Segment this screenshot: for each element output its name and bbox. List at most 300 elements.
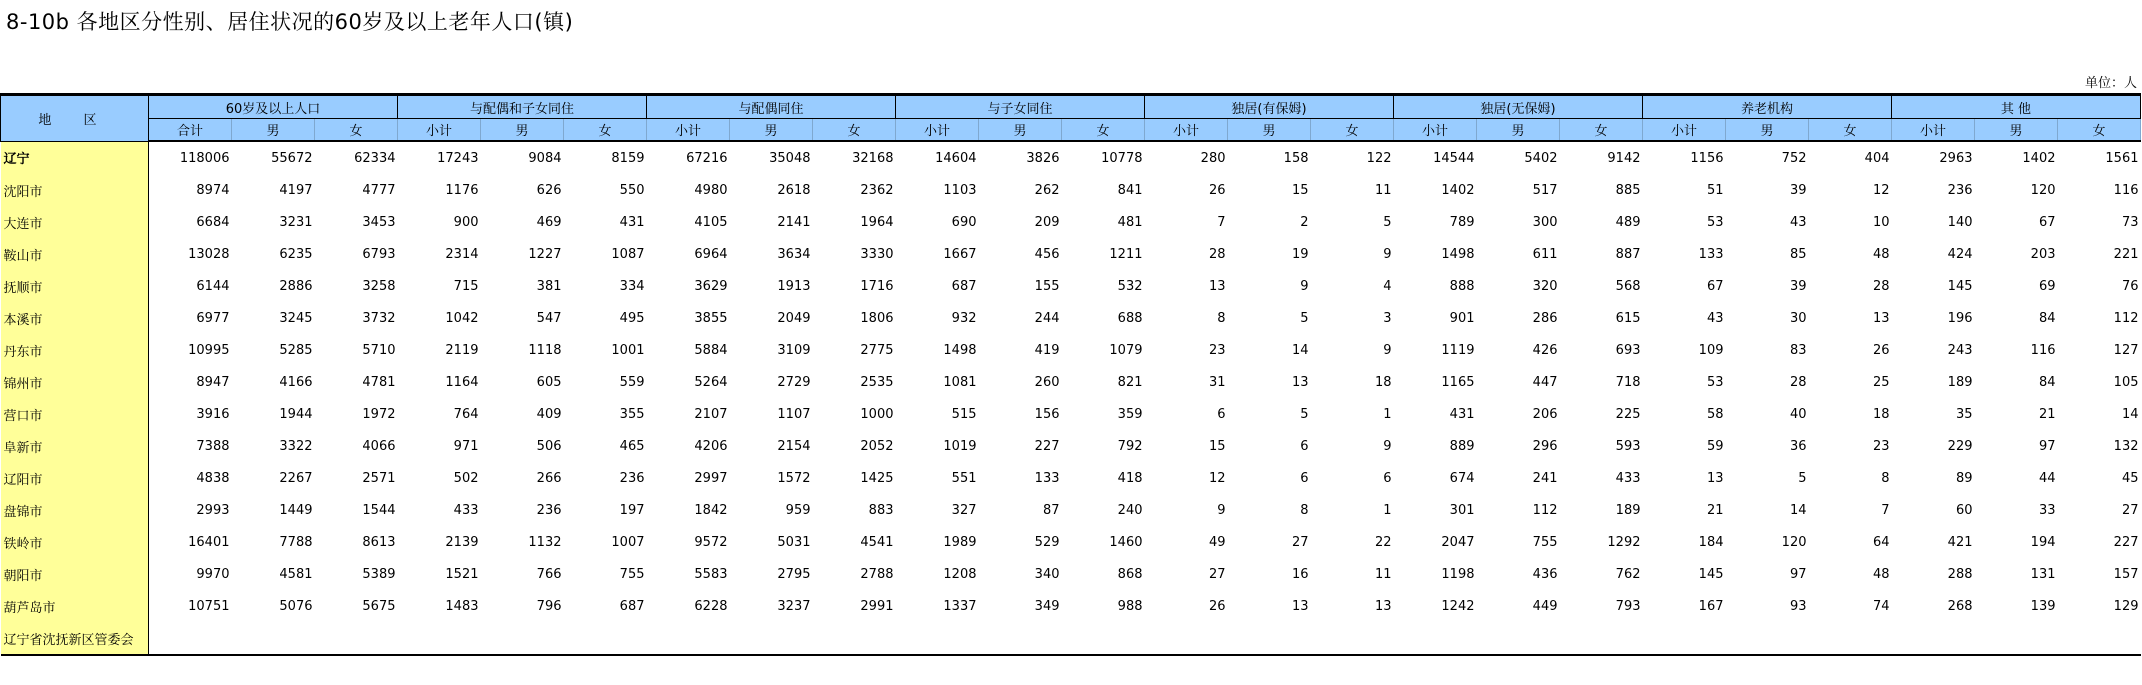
- value-cell: 196: [1947, 310, 1973, 326]
- value-cell: 1972: [362, 406, 396, 422]
- value-cell: 236: [619, 470, 645, 486]
- value-cell: 40: [1789, 406, 1807, 422]
- value-cell: [979, 622, 1062, 655]
- value-cell: 53: [1706, 214, 1724, 230]
- header-sub: 小计: [647, 119, 730, 142]
- value-cell: 26: [1208, 598, 1226, 614]
- value-cell: 1561: [2105, 150, 2139, 166]
- value-cell: 4166: [279, 374, 313, 390]
- value-cell: 481: [1117, 214, 1143, 230]
- value-cell: 5: [1798, 470, 1807, 486]
- value-cell: 1242: [1441, 598, 1475, 614]
- value-cell: 1944: [279, 406, 313, 422]
- value-cell: 2997: [694, 470, 728, 486]
- value-cell: 12: [1208, 470, 1226, 486]
- value-cell: 901: [1449, 310, 1475, 326]
- value-cell: 6977: [196, 310, 230, 326]
- value-cell: 97: [2038, 438, 2056, 454]
- value-cell: 1716: [860, 278, 894, 294]
- region-cell: 本溪市: [1, 302, 149, 334]
- value-cell: 2886: [279, 278, 313, 294]
- table-row: [1, 206, 2141, 238]
- value-cell: 340: [1034, 566, 1060, 582]
- table-row: [1, 270, 2141, 302]
- value-cell: 687: [951, 278, 977, 294]
- header-sub: 女: [564, 119, 647, 142]
- value-cell: 381: [536, 278, 562, 294]
- value-cell: 5: [1300, 406, 1309, 422]
- value-cell: 23: [1208, 342, 1226, 358]
- value-cell: 1042: [445, 310, 479, 326]
- value-cell: 447: [1532, 374, 1558, 390]
- header-region: 地 区: [1, 95, 149, 142]
- header-sub: 女: [1809, 119, 1892, 142]
- value-cell: 1176: [445, 182, 479, 198]
- region-cell: 盘锦市: [1, 494, 149, 526]
- header-sub: 小计: [896, 119, 979, 142]
- value-cell: 1: [1383, 502, 1392, 518]
- value-cell: 409: [536, 406, 562, 422]
- value-cell: [1228, 622, 1311, 655]
- value-cell: 1842: [694, 502, 728, 518]
- value-cell: 268: [1947, 598, 1973, 614]
- value-cell: 327: [951, 502, 977, 518]
- value-cell: 67216: [686, 150, 728, 166]
- value-cell: 3634: [777, 246, 811, 262]
- value-cell: 30: [1789, 310, 1807, 326]
- value-cell: 227: [1034, 438, 1060, 454]
- value-cell: 2154: [777, 438, 811, 454]
- table-row: [1, 526, 2141, 558]
- value-cell: 6964: [694, 246, 728, 262]
- value-cell: 755: [619, 566, 645, 582]
- value-cell: 2139: [445, 534, 479, 550]
- value-cell: 194: [2030, 534, 2056, 550]
- value-cell: 3732: [362, 310, 396, 326]
- value-cell: 9084: [528, 150, 562, 166]
- value-cell: 1198: [1441, 566, 1475, 582]
- value-cell: 145: [1947, 278, 1973, 294]
- region-cell: 抚顺市: [1, 270, 149, 302]
- value-cell: 48: [1872, 566, 1890, 582]
- value-cell: 10778: [1101, 150, 1143, 166]
- value-cell: 1498: [943, 342, 977, 358]
- value-cell: 5710: [362, 342, 396, 358]
- value-cell: 43: [1789, 214, 1807, 230]
- value-cell: 7: [1217, 214, 1226, 230]
- value-cell: 14: [2121, 406, 2139, 422]
- value-cell: [1311, 622, 1394, 655]
- value-cell: 5583: [694, 566, 728, 582]
- value-cell: 10995: [188, 342, 230, 358]
- header-sub: 男: [232, 119, 315, 142]
- value-cell: 2571: [362, 470, 396, 486]
- value-cell: [1145, 622, 1228, 655]
- value-cell: 715: [453, 278, 479, 294]
- value-cell: 1460: [1109, 534, 1143, 550]
- value-cell: [647, 622, 730, 655]
- value-cell: 69: [2038, 278, 2056, 294]
- value-cell: 4541: [860, 534, 894, 550]
- value-cell: 209: [1034, 214, 1060, 230]
- value-cell: 465: [619, 438, 645, 454]
- value-cell: 4066: [362, 438, 396, 454]
- region-cell: 丹东市: [1, 334, 149, 366]
- value-cell: 260: [1034, 374, 1060, 390]
- header-sub: 小计: [1643, 119, 1726, 142]
- value-cell: 58: [1706, 406, 1724, 422]
- value-cell: 1119: [1441, 342, 1475, 358]
- value-cell: 301: [1449, 502, 1475, 518]
- value-cell: 244: [1034, 310, 1060, 326]
- value-cell: 22: [1374, 534, 1392, 550]
- value-cell: [1975, 622, 2058, 655]
- value-cell: 28: [1872, 278, 1890, 294]
- table-row: [1, 238, 2141, 270]
- value-cell: 433: [1615, 470, 1641, 486]
- value-cell: 6144: [196, 278, 230, 294]
- value-cell: 9: [1383, 438, 1392, 454]
- table-row: [1, 622, 2141, 655]
- value-cell: 67: [2038, 214, 2056, 230]
- value-cell: 2267: [279, 470, 313, 486]
- value-cell: 73: [2121, 214, 2139, 230]
- value-cell: 1007: [611, 534, 645, 550]
- value-cell: 6: [1383, 470, 1392, 486]
- value-cell: 1544: [362, 502, 396, 518]
- table-row: [1, 334, 2141, 366]
- value-cell: 4781: [362, 374, 396, 390]
- value-cell: 4980: [694, 182, 728, 198]
- value-cell: 184: [1698, 534, 1724, 550]
- value-cell: 105: [2113, 374, 2139, 390]
- table-row: [1, 398, 2141, 430]
- value-cell: 9: [1217, 502, 1226, 518]
- value-cell: 16401: [188, 534, 230, 550]
- value-cell: 615: [1615, 310, 1641, 326]
- value-cell: 6235: [279, 246, 313, 262]
- value-cell: 4777: [362, 182, 396, 198]
- value-cell: 59: [1706, 438, 1724, 454]
- value-cell: 157: [2113, 566, 2139, 582]
- value-cell: 1107: [777, 406, 811, 422]
- value-cell: 559: [619, 374, 645, 390]
- table-body: [1, 141, 2141, 655]
- value-cell: 7788: [279, 534, 313, 550]
- header-group: 与子女同住: [896, 95, 1145, 119]
- value-cell: 2119: [445, 342, 479, 358]
- value-cell: 418: [1117, 470, 1143, 486]
- value-cell: 21: [1706, 502, 1724, 518]
- value-cell: 49: [1208, 534, 1226, 550]
- value-cell: 241: [1532, 470, 1558, 486]
- value-cell: 13028: [188, 246, 230, 262]
- value-cell: 43: [1706, 310, 1724, 326]
- header-sub: 合计: [149, 119, 232, 142]
- value-cell: 60: [1955, 502, 1973, 518]
- region-cell: 辽宁省沈抚新区管委会: [1, 622, 149, 655]
- header-sub: 女: [315, 119, 398, 142]
- value-cell: 156: [1034, 406, 1060, 422]
- value-cell: 3245: [279, 310, 313, 326]
- value-cell: 18: [1374, 374, 1392, 390]
- header-group: 60岁及以上人口: [149, 95, 398, 119]
- value-cell: 426: [1532, 342, 1558, 358]
- value-cell: 349: [1034, 598, 1060, 614]
- value-cell: 883: [868, 502, 894, 518]
- value-cell: 1425: [860, 470, 894, 486]
- region-cell: 阜新市: [1, 430, 149, 462]
- value-cell: 2993: [196, 502, 230, 518]
- value-cell: 12: [1872, 182, 1890, 198]
- value-cell: 26: [1872, 342, 1890, 358]
- value-cell: 5285: [279, 342, 313, 358]
- value-cell: 203: [2030, 246, 2056, 262]
- value-cell: 84: [2038, 374, 2056, 390]
- value-cell: [1560, 622, 1643, 655]
- value-cell: 236: [536, 502, 562, 518]
- value-cell: 8159: [611, 150, 645, 166]
- value-cell: 2729: [777, 374, 811, 390]
- value-cell: 129: [2113, 598, 2139, 614]
- table-row: [1, 430, 2141, 462]
- value-cell: 3330: [860, 246, 894, 262]
- value-cell: 122: [1366, 150, 1392, 166]
- value-cell: 5389: [362, 566, 396, 582]
- value-cell: 19: [1291, 246, 1309, 262]
- value-cell: 132: [2113, 438, 2139, 454]
- value-cell: 112: [2113, 310, 2139, 326]
- value-cell: [564, 622, 647, 655]
- value-cell: 764: [453, 406, 479, 422]
- header-sub: 女: [1560, 119, 1643, 142]
- header-sub: 女: [1311, 119, 1394, 142]
- region-cell: 朝阳市: [1, 558, 149, 590]
- value-cell: 89: [1955, 470, 1973, 486]
- value-cell: 1806: [860, 310, 894, 326]
- value-cell: 959: [785, 502, 811, 518]
- value-cell: 2: [1300, 214, 1309, 230]
- value-cell: 145: [1698, 566, 1724, 582]
- value-cell: 7388: [196, 438, 230, 454]
- value-cell: 229: [1947, 438, 1973, 454]
- value-cell: 693: [1615, 342, 1641, 358]
- header-sub: 小计: [398, 119, 481, 142]
- value-cell: 793: [1615, 598, 1641, 614]
- header-group: 独居(无保姆): [1394, 95, 1643, 119]
- value-cell: 236: [1947, 182, 1973, 198]
- value-cell: 885: [1615, 182, 1641, 198]
- value-cell: 449: [1532, 598, 1558, 614]
- value-cell: 33: [2038, 502, 2056, 518]
- value-cell: 687: [619, 598, 645, 614]
- value-cell: 35048: [769, 150, 811, 166]
- value-cell: [481, 622, 564, 655]
- value-cell: 2362: [860, 182, 894, 198]
- value-cell: 280: [1200, 150, 1226, 166]
- value-cell: 2049: [777, 310, 811, 326]
- table-row: [1, 462, 2141, 494]
- region-cell: 大连市: [1, 206, 149, 238]
- value-cell: 14544: [1433, 150, 1475, 166]
- value-cell: 112: [1532, 502, 1558, 518]
- value-cell: 6: [1300, 470, 1309, 486]
- value-cell: 889: [1449, 438, 1475, 454]
- region-cell: 沈阳市: [1, 174, 149, 206]
- value-cell: 296: [1532, 438, 1558, 454]
- header-group: 与配偶同住: [647, 95, 896, 119]
- value-cell: 131: [2030, 566, 2056, 582]
- value-cell: 3231: [279, 214, 313, 230]
- value-cell: 51: [1706, 182, 1724, 198]
- value-cell: 13: [1872, 310, 1890, 326]
- value-cell: 626: [536, 182, 562, 198]
- value-cell: [1726, 622, 1809, 655]
- value-cell: 1964: [860, 214, 894, 230]
- header-sub: 男: [481, 119, 564, 142]
- value-cell: 4197: [279, 182, 313, 198]
- value-cell: 532: [1117, 278, 1143, 294]
- value-cell: 27: [1291, 534, 1309, 550]
- value-cell: 515: [951, 406, 977, 422]
- header-sub: 男: [1228, 119, 1311, 142]
- value-cell: 868: [1117, 566, 1143, 582]
- table-row: [1, 558, 2141, 590]
- value-cell: 167: [1698, 598, 1724, 614]
- value-cell: [398, 622, 481, 655]
- value-cell: 76: [2121, 278, 2139, 294]
- value-cell: 8: [1300, 502, 1309, 518]
- value-cell: 2788: [860, 566, 894, 582]
- value-cell: 2052: [860, 438, 894, 454]
- value-cell: 13: [1291, 374, 1309, 390]
- value-cell: 320: [1532, 278, 1558, 294]
- region-cell: 辽阳市: [1, 462, 149, 494]
- value-cell: 2141: [777, 214, 811, 230]
- header-sub: 小计: [1145, 119, 1228, 142]
- value-cell: 2963: [1939, 150, 1973, 166]
- value-cell: 14: [1291, 342, 1309, 358]
- value-cell: 116: [2113, 182, 2139, 198]
- value-cell: 690: [951, 214, 977, 230]
- value-cell: 2047: [1441, 534, 1475, 550]
- value-cell: 28: [1789, 374, 1807, 390]
- value-cell: [315, 622, 398, 655]
- value-cell: 2618: [777, 182, 811, 198]
- header-sub: 男: [979, 119, 1062, 142]
- value-cell: 3: [1383, 310, 1392, 326]
- value-cell: 288: [1947, 566, 1973, 582]
- value-cell: 355: [619, 406, 645, 422]
- value-cell: 718: [1615, 374, 1641, 390]
- value-cell: 155: [1034, 278, 1060, 294]
- value-cell: 605: [536, 374, 562, 390]
- value-cell: 31: [1208, 374, 1226, 390]
- header-group: 其 他: [1892, 95, 2141, 119]
- value-cell: 1292: [1607, 534, 1641, 550]
- value-cell: 5031: [777, 534, 811, 550]
- value-cell: [149, 622, 232, 655]
- table-row: [1, 366, 2141, 398]
- data-table: [0, 93, 2141, 656]
- table-row: [1, 141, 2141, 174]
- value-cell: 3855: [694, 310, 728, 326]
- value-cell: 300: [1532, 214, 1558, 230]
- value-cell: 13: [1291, 598, 1309, 614]
- header-sub: 女: [1062, 119, 1145, 142]
- value-cell: 821: [1117, 374, 1143, 390]
- value-cell: 4838: [196, 470, 230, 486]
- header-sub: 男: [730, 119, 813, 142]
- value-cell: 551: [951, 470, 977, 486]
- value-cell: 688: [1117, 310, 1143, 326]
- value-cell: [232, 622, 315, 655]
- value-cell: 221: [2113, 246, 2139, 262]
- value-cell: [813, 622, 896, 655]
- value-cell: 48: [1872, 246, 1890, 262]
- value-cell: 45: [2121, 470, 2139, 486]
- value-cell: 1081: [943, 374, 977, 390]
- value-cell: 9: [1383, 246, 1392, 262]
- value-cell: 517: [1532, 182, 1558, 198]
- value-cell: [1892, 622, 1975, 655]
- value-cell: 611: [1532, 246, 1558, 262]
- value-cell: 1449: [279, 502, 313, 518]
- value-cell: 10: [1872, 214, 1890, 230]
- value-cell: 74: [1872, 598, 1890, 614]
- value-cell: 2795: [777, 566, 811, 582]
- value-cell: 83: [1789, 342, 1807, 358]
- value-cell: 21: [2038, 406, 2056, 422]
- value-cell: 286: [1532, 310, 1558, 326]
- value-cell: 5: [1383, 214, 1392, 230]
- value-cell: 7: [1881, 502, 1890, 518]
- value-cell: 9970: [196, 566, 230, 582]
- value-cell: [1477, 622, 1560, 655]
- value-cell: 796: [536, 598, 562, 614]
- value-cell: 8: [1217, 310, 1226, 326]
- value-cell: 14604: [935, 150, 977, 166]
- value-cell: 6684: [196, 214, 230, 230]
- value-cell: 225: [1615, 406, 1641, 422]
- value-cell: 197: [619, 502, 645, 518]
- value-cell: 1164: [445, 374, 479, 390]
- value-cell: 3258: [362, 278, 396, 294]
- value-cell: 1667: [943, 246, 977, 262]
- value-cell: 87: [1042, 502, 1060, 518]
- value-cell: 11: [1374, 182, 1392, 198]
- value-cell: 6228: [694, 598, 728, 614]
- value-cell: 5076: [279, 598, 313, 614]
- value-cell: 67: [1706, 278, 1724, 294]
- value-cell: 23: [1872, 438, 1890, 454]
- value-cell: 133: [1698, 246, 1724, 262]
- value-cell: [2058, 622, 2141, 655]
- value-cell: 3237: [777, 598, 811, 614]
- value-cell: 44: [2038, 470, 2056, 486]
- page-title: 8-10b 各地区分性别、居住状况的60岁及以上老年人口(镇): [6, 10, 574, 34]
- value-cell: 1208: [943, 566, 977, 582]
- value-cell: 9142: [1607, 150, 1641, 166]
- value-cell: 139: [2030, 598, 2056, 614]
- value-cell: 9572: [694, 534, 728, 550]
- value-cell: 93: [1789, 598, 1807, 614]
- value-cell: 674: [1449, 470, 1475, 486]
- value-cell: 55672: [271, 150, 313, 166]
- header-sub: 小计: [1394, 119, 1477, 142]
- value-cell: 28: [1208, 246, 1226, 262]
- table-row: [1, 590, 2141, 622]
